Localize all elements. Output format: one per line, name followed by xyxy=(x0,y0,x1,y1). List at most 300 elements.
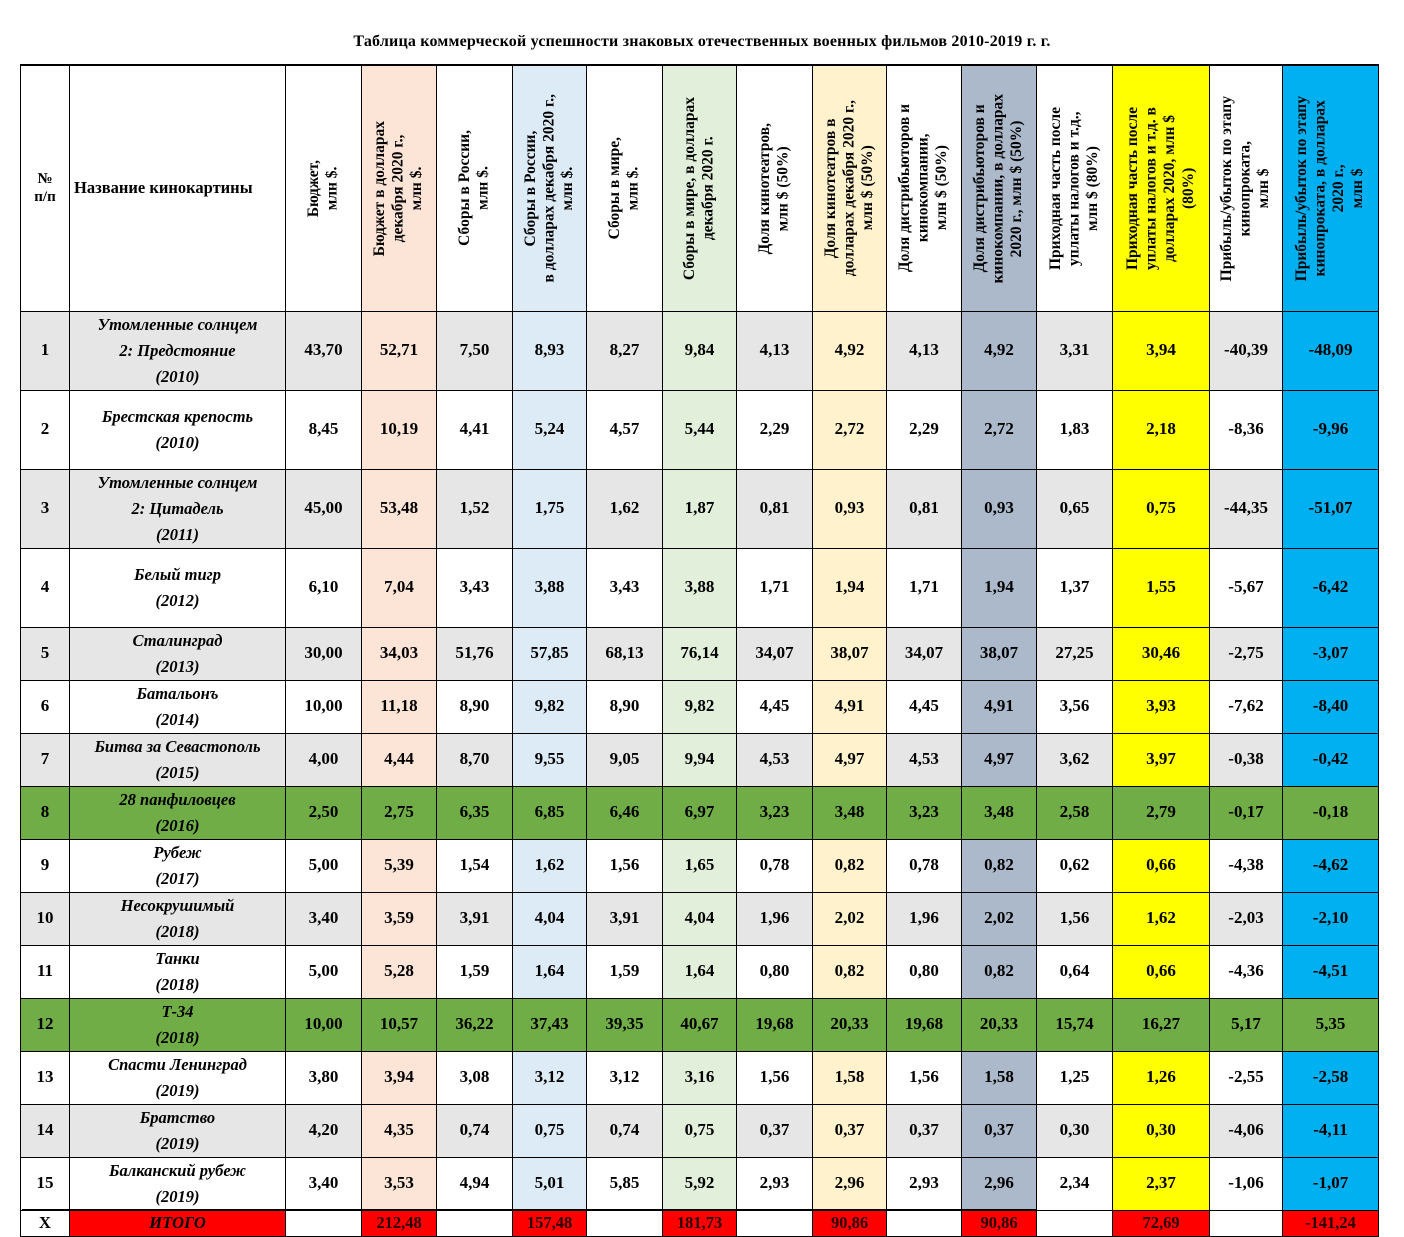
value-cell: 0,74 xyxy=(437,1104,513,1157)
column-header xyxy=(21,65,70,311)
value-cell: 3,59 xyxy=(362,892,437,945)
total-cell: 90,86 xyxy=(962,1210,1037,1236)
total-cell: 181,73 xyxy=(663,1210,737,1236)
value-cell: 0,93 xyxy=(813,469,887,548)
value-cell: -7,62 xyxy=(1210,680,1283,733)
vertical-header-text xyxy=(971,94,1027,283)
text-line: Рубеж xyxy=(153,842,202,862)
value-cell: 53,48 xyxy=(362,469,437,548)
value-cell: 4,45 xyxy=(887,680,962,733)
value-cell: 1,25 xyxy=(1037,1051,1113,1104)
value-cell: 0,30 xyxy=(1113,1104,1210,1157)
value-cell: 2,79 xyxy=(1113,786,1210,839)
value-cell: 0,37 xyxy=(887,1104,962,1157)
value-cell: 37,43 xyxy=(513,998,587,1051)
total-cell xyxy=(437,1210,513,1236)
text-line: кинопроката, в долларах xyxy=(1311,100,1329,277)
value-cell: 6,10 xyxy=(286,548,362,627)
table-row xyxy=(21,733,1379,786)
value-cell: 34,07 xyxy=(737,627,813,680)
value-cell: -4,38 xyxy=(1210,839,1283,892)
value-cell: 3,43 xyxy=(587,548,663,627)
value-cell: 4,57 xyxy=(587,390,663,469)
value-cell: 3,12 xyxy=(513,1051,587,1104)
value-cell: 34,07 xyxy=(887,627,962,680)
vertical-header-text xyxy=(681,97,718,280)
text-line: (2018) xyxy=(155,1027,200,1047)
row-number: 6 xyxy=(21,680,70,733)
value-cell: -2,03 xyxy=(1210,892,1283,945)
value-cell: 2,75 xyxy=(362,786,437,839)
value-cell: 4,91 xyxy=(813,680,887,733)
value-cell: -48,09 xyxy=(1283,311,1379,390)
row-number: 14 xyxy=(21,1104,70,1157)
value-cell: 0,75 xyxy=(663,1104,737,1157)
text-line: № xyxy=(37,171,53,188)
column-header xyxy=(663,65,737,311)
text-line: (2014) xyxy=(155,709,200,729)
value-cell: 3,80 xyxy=(286,1051,362,1104)
film-title xyxy=(70,733,286,786)
value-cell: 10,00 xyxy=(286,680,362,733)
text-line: Сборы в России, xyxy=(455,130,473,247)
column-header xyxy=(813,65,887,311)
table-row xyxy=(21,680,1379,733)
commercial-success-table xyxy=(20,64,1379,1237)
value-cell: -0,17 xyxy=(1210,786,1283,839)
value-cell: 3,48 xyxy=(962,786,1037,839)
value-cell: 8,45 xyxy=(286,390,362,469)
film-title xyxy=(70,998,286,1051)
value-cell: 20,33 xyxy=(813,998,887,1051)
text-line: Бюджет в долларах xyxy=(371,120,389,256)
value-cell: 1,75 xyxy=(513,469,587,548)
text-line: декабря 2020 г. xyxy=(699,136,717,241)
table-row xyxy=(21,998,1379,1051)
value-cell: 3,91 xyxy=(587,892,663,945)
text-line: Приходная часть после xyxy=(1123,106,1141,270)
value-cell: 3,08 xyxy=(437,1051,513,1104)
value-cell: 2,34 xyxy=(1037,1157,1113,1210)
value-cell: 1,87 xyxy=(663,469,737,548)
value-cell: 34,03 xyxy=(362,627,437,680)
text-line: Несокрушимый xyxy=(120,895,235,915)
value-cell: 0,80 xyxy=(887,945,962,998)
table-row xyxy=(21,627,1379,680)
value-cell: 0,82 xyxy=(813,839,887,892)
value-cell: 9,94 xyxy=(663,733,737,786)
column-header xyxy=(962,65,1037,311)
film-title xyxy=(70,627,286,680)
total-cell xyxy=(737,1210,813,1236)
value-cell: 9,84 xyxy=(663,311,737,390)
text-line: 2: Цитадель xyxy=(131,498,224,518)
value-cell: 0,66 xyxy=(1113,945,1210,998)
value-cell: 0,64 xyxy=(1037,945,1113,998)
value-cell: 2,29 xyxy=(887,390,962,469)
row-number: 3 xyxy=(21,469,70,548)
text-line: в долларах декабря 2020 г., xyxy=(540,94,558,283)
footer-rule xyxy=(22,1209,1037,1210)
value-cell: 3,94 xyxy=(362,1051,437,1104)
value-cell: -2,58 xyxy=(1283,1051,1379,1104)
row-number: 4 xyxy=(21,548,70,627)
text-line: декабря 2020 г., xyxy=(389,134,407,243)
value-cell: 10,19 xyxy=(362,390,437,469)
value-cell: 3,62 xyxy=(1037,733,1113,786)
value-cell: 1,59 xyxy=(587,945,663,998)
value-cell: 0,75 xyxy=(513,1104,587,1157)
row-number: 8 xyxy=(21,786,70,839)
text-line: Сборы в мире, xyxy=(605,137,623,240)
value-cell: 5,17 xyxy=(1210,998,1283,1051)
value-cell: 1,71 xyxy=(737,548,813,627)
value-cell: 2,58 xyxy=(1037,786,1113,839)
vertical-header-text xyxy=(1124,107,1198,270)
value-cell: 0,65 xyxy=(1037,469,1113,548)
value-cell: 38,07 xyxy=(962,627,1037,680)
value-cell: 4,92 xyxy=(813,311,887,390)
film-title xyxy=(70,1051,286,1104)
total-cell: -141,24 xyxy=(1283,1210,1379,1236)
text-line: Сталинград xyxy=(132,630,223,650)
value-cell: 1,58 xyxy=(962,1051,1037,1104)
text-line: Приходная часть после xyxy=(1046,106,1064,270)
text-line: млн $ (80%) xyxy=(1083,145,1101,231)
text-line: (2013) xyxy=(155,656,200,676)
text-line: уплаты налогов и т.д. в xyxy=(1142,106,1160,270)
value-cell: 3,23 xyxy=(737,786,813,839)
value-cell: 4,04 xyxy=(513,892,587,945)
column-header xyxy=(1283,65,1379,311)
value-cell: 1,65 xyxy=(663,839,737,892)
value-cell: -4,36 xyxy=(1210,945,1283,998)
value-cell: 9,55 xyxy=(513,733,587,786)
value-cell: 5,24 xyxy=(513,390,587,469)
vertical-header-text xyxy=(371,121,427,256)
value-cell: 1,64 xyxy=(663,945,737,998)
text-line: Сборы в России, xyxy=(521,130,539,247)
value-cell: 0,75 xyxy=(1113,469,1210,548)
value-cell: 1,64 xyxy=(513,945,587,998)
vertical-header-text xyxy=(756,123,793,254)
text-line: млн $. xyxy=(558,166,576,211)
value-cell: 1,62 xyxy=(587,469,663,548)
column-header xyxy=(286,65,362,311)
value-cell: 3,91 xyxy=(437,892,513,945)
value-cell: 38,07 xyxy=(813,627,887,680)
value-cell: 6,85 xyxy=(513,786,587,839)
row-number: 1 xyxy=(21,311,70,390)
value-cell: 5,44 xyxy=(663,390,737,469)
row-number: 12 xyxy=(21,998,70,1051)
value-cell: -8,40 xyxy=(1283,680,1379,733)
value-cell: 40,67 xyxy=(663,998,737,1051)
text-line: Доля кинотеатров, xyxy=(755,122,773,254)
value-cell: 43,70 xyxy=(286,311,362,390)
text-line: Утомленные солнцем xyxy=(97,472,258,492)
value-cell: 1,96 xyxy=(737,892,813,945)
value-cell: 1,55 xyxy=(1113,548,1210,627)
table-row xyxy=(21,1104,1379,1157)
total-label-number: X xyxy=(21,1210,70,1236)
text-line: 2020 г., xyxy=(1330,164,1348,213)
value-cell: -40,39 xyxy=(1210,311,1283,390)
value-cell: -6,42 xyxy=(1283,548,1379,627)
row-number: 15 xyxy=(21,1157,70,1210)
value-cell: -51,07 xyxy=(1283,469,1379,548)
total-cell: 90,86 xyxy=(813,1210,887,1236)
value-cell: -1,06 xyxy=(1210,1157,1283,1210)
value-cell: 2,29 xyxy=(737,390,813,469)
text-line: Битва за Севастополь xyxy=(94,736,261,756)
total-cell: 157,48 xyxy=(513,1210,587,1236)
text-line: Доля дистрибьюторов и xyxy=(896,104,914,273)
table-title: Таблица коммерческой успешности знаковых отечественных военных фильмов 2010-2019 г. г. xyxy=(353,33,1051,50)
value-cell: 1,71 xyxy=(887,548,962,627)
text-line: кинокомпании, в долларах xyxy=(989,93,1007,283)
value-cell: 2,72 xyxy=(962,390,1037,469)
total-cell: 212,48 xyxy=(362,1210,437,1236)
value-cell: -4,62 xyxy=(1283,839,1379,892)
total-label: ИТОГО xyxy=(70,1210,286,1236)
value-cell: 4,92 xyxy=(962,311,1037,390)
text-line: 2020 г., млн $ (50%) xyxy=(1008,119,1026,257)
value-cell: 36,22 xyxy=(437,998,513,1051)
value-cell: 30,00 xyxy=(286,627,362,680)
text-line: 28 панфиловцев xyxy=(119,789,236,809)
film-title xyxy=(70,548,286,627)
vertical-header-text xyxy=(1218,96,1274,281)
value-cell: 0,80 xyxy=(737,945,813,998)
value-cell: -2,75 xyxy=(1210,627,1283,680)
value-cell: 4,20 xyxy=(286,1104,362,1157)
value-cell: 4,53 xyxy=(737,733,813,786)
text-line: долларах декабря 2020 г., xyxy=(840,100,858,277)
table-row xyxy=(21,1157,1379,1210)
value-cell: 4,35 xyxy=(362,1104,437,1157)
value-cell: 4,04 xyxy=(663,892,737,945)
value-cell: -0,38 xyxy=(1210,733,1283,786)
value-cell: -4,11 xyxy=(1283,1104,1379,1157)
value-cell: 8,90 xyxy=(587,680,663,733)
value-cell: 1,94 xyxy=(962,548,1037,627)
value-cell: 16,27 xyxy=(1113,998,1210,1051)
value-cell: 1,56 xyxy=(1037,892,1113,945)
total-row xyxy=(21,1210,1379,1236)
total-cell xyxy=(1037,1210,1113,1236)
value-cell: 2,96 xyxy=(962,1157,1037,1210)
film-title xyxy=(70,1157,286,1210)
value-cell: 27,25 xyxy=(1037,627,1113,680)
value-cell: 10,00 xyxy=(286,998,362,1051)
film-title xyxy=(70,469,286,548)
text-line: (2019) xyxy=(155,1133,200,1153)
text-line: млн $ xyxy=(1349,168,1367,209)
value-cell: 52,71 xyxy=(362,311,437,390)
text-line: (2010) xyxy=(155,432,200,452)
value-cell: 39,35 xyxy=(587,998,663,1051)
text-line: млн $ xyxy=(1255,168,1273,209)
value-cell: -2,10 xyxy=(1283,892,1379,945)
value-cell: 45,00 xyxy=(286,469,362,548)
value-cell: 8,93 xyxy=(513,311,587,390)
row-number: 10 xyxy=(21,892,70,945)
value-cell: -8,36 xyxy=(1210,390,1283,469)
value-cell: 4,44 xyxy=(362,733,437,786)
column-header xyxy=(587,65,663,311)
header-row xyxy=(21,65,1379,311)
value-cell: 4,00 xyxy=(286,733,362,786)
value-cell: 5,92 xyxy=(663,1157,737,1210)
vertical-header-text xyxy=(456,130,493,246)
value-cell: 2,93 xyxy=(737,1157,813,1210)
value-cell: 0,93 xyxy=(962,469,1037,548)
value-cell: 3,48 xyxy=(813,786,887,839)
column-header xyxy=(887,65,962,311)
value-cell: 0,30 xyxy=(1037,1104,1113,1157)
value-cell: 19,68 xyxy=(887,998,962,1051)
value-cell: 1,59 xyxy=(437,945,513,998)
value-cell: 3,43 xyxy=(437,548,513,627)
total-cell xyxy=(1210,1210,1283,1236)
value-cell: -0,18 xyxy=(1283,786,1379,839)
value-cell: -2,55 xyxy=(1210,1051,1283,1104)
value-cell: 1,56 xyxy=(587,839,663,892)
value-cell: 1,54 xyxy=(437,839,513,892)
table-row xyxy=(21,469,1379,548)
value-cell: 15,74 xyxy=(1037,998,1113,1051)
value-cell: 0,37 xyxy=(813,1104,887,1157)
text-line: (2017) xyxy=(155,868,200,888)
value-cell: 7,04 xyxy=(362,548,437,627)
value-cell: 0,62 xyxy=(1037,839,1113,892)
value-cell: 57,85 xyxy=(513,627,587,680)
text-line: п/п xyxy=(34,189,56,206)
value-cell: 5,39 xyxy=(362,839,437,892)
text-line: Белый тигр xyxy=(134,564,221,584)
text-line: Утомленные солнцем xyxy=(97,314,258,334)
value-cell: 1,62 xyxy=(1113,892,1210,945)
text-line: (2010) xyxy=(155,366,200,386)
column-header xyxy=(1037,65,1113,311)
film-title xyxy=(70,680,286,733)
value-cell: 8,27 xyxy=(587,311,663,390)
table-row xyxy=(21,945,1379,998)
text-line: (2016) xyxy=(155,815,200,835)
text-line: кинопроката, xyxy=(1236,140,1254,236)
value-cell: 4,91 xyxy=(962,680,1037,733)
value-cell: 8,90 xyxy=(437,680,513,733)
value-cell: 5,00 xyxy=(286,945,362,998)
value-cell: 4,41 xyxy=(437,390,513,469)
vertical-header-text xyxy=(1047,107,1103,270)
value-cell: 4,97 xyxy=(962,733,1037,786)
value-cell: 0,82 xyxy=(962,945,1037,998)
value-cell: 6,46 xyxy=(587,786,663,839)
value-cell: 1,83 xyxy=(1037,390,1113,469)
value-cell: 7,50 xyxy=(437,311,513,390)
vertical-header-text xyxy=(522,94,578,282)
film-title xyxy=(70,945,286,998)
film-title xyxy=(70,892,286,945)
value-cell: 4,97 xyxy=(813,733,887,786)
value-cell: 11,18 xyxy=(362,680,437,733)
text-line: Доля дистрибьюторов и xyxy=(971,104,989,273)
value-cell: 2,18 xyxy=(1113,390,1210,469)
table-row xyxy=(21,548,1379,627)
value-cell: 2,02 xyxy=(962,892,1037,945)
row-number: 5 xyxy=(21,627,70,680)
value-cell: 0,37 xyxy=(737,1104,813,1157)
vertical-header-text xyxy=(822,100,878,276)
value-cell: 20,33 xyxy=(962,998,1037,1051)
value-cell: 6,97 xyxy=(663,786,737,839)
table-row xyxy=(21,311,1379,390)
film-title xyxy=(70,390,286,469)
value-cell: 3,31 xyxy=(1037,311,1113,390)
vertical-header-text xyxy=(606,137,643,239)
value-cell: 1,96 xyxy=(887,892,962,945)
column-header xyxy=(70,65,286,311)
row-number: 2 xyxy=(21,390,70,469)
value-cell: 4,53 xyxy=(887,733,962,786)
film-title xyxy=(70,311,286,390)
text-line: Сборы в мире, в долларах xyxy=(680,96,698,280)
text-line: млн $ (50%) xyxy=(858,145,876,231)
text-line: (2015) xyxy=(155,762,200,782)
film-title xyxy=(70,839,286,892)
value-cell: 3,40 xyxy=(286,892,362,945)
value-cell: 1,56 xyxy=(887,1051,962,1104)
table-row xyxy=(21,839,1379,892)
value-cell: -44,35 xyxy=(1210,469,1283,548)
value-cell: 3,88 xyxy=(513,548,587,627)
value-cell: 19,68 xyxy=(737,998,813,1051)
value-cell: -4,51 xyxy=(1283,945,1379,998)
value-cell: 3,93 xyxy=(1113,680,1210,733)
text-line: млн $. xyxy=(408,166,426,211)
row-number: 13 xyxy=(21,1051,70,1104)
value-cell: 3,12 xyxy=(587,1051,663,1104)
value-cell: 1,52 xyxy=(437,469,513,548)
value-cell: 51,76 xyxy=(437,627,513,680)
value-cell: 3,56 xyxy=(1037,680,1113,733)
column-header xyxy=(437,65,513,311)
value-cell: 3,40 xyxy=(286,1157,362,1210)
value-cell: 0,81 xyxy=(737,469,813,548)
value-cell: 0,74 xyxy=(587,1104,663,1157)
text-line: Прибыль/убыток по этапу xyxy=(1218,95,1236,281)
row-number: 11 xyxy=(21,945,70,998)
column-header xyxy=(737,65,813,311)
value-cell: 5,35 xyxy=(1283,998,1379,1051)
text-line: Балканский рубеж xyxy=(109,1160,246,1180)
text-line: млн $ (50%) xyxy=(774,145,792,231)
text-line: кинокомпании, xyxy=(914,133,932,243)
text-line: (2019) xyxy=(155,1186,200,1206)
value-cell: 1,94 xyxy=(813,548,887,627)
value-cell: 5,28 xyxy=(362,945,437,998)
vertical-header-text xyxy=(896,104,952,272)
text-line: (2018) xyxy=(155,921,200,941)
value-cell: 4,94 xyxy=(437,1157,513,1210)
text-line: Батальонъ xyxy=(136,683,219,703)
value-cell: 3,94 xyxy=(1113,311,1210,390)
value-cell: 76,14 xyxy=(663,627,737,680)
value-cell: 2,96 xyxy=(813,1157,887,1210)
value-cell: -9,96 xyxy=(1283,390,1379,469)
